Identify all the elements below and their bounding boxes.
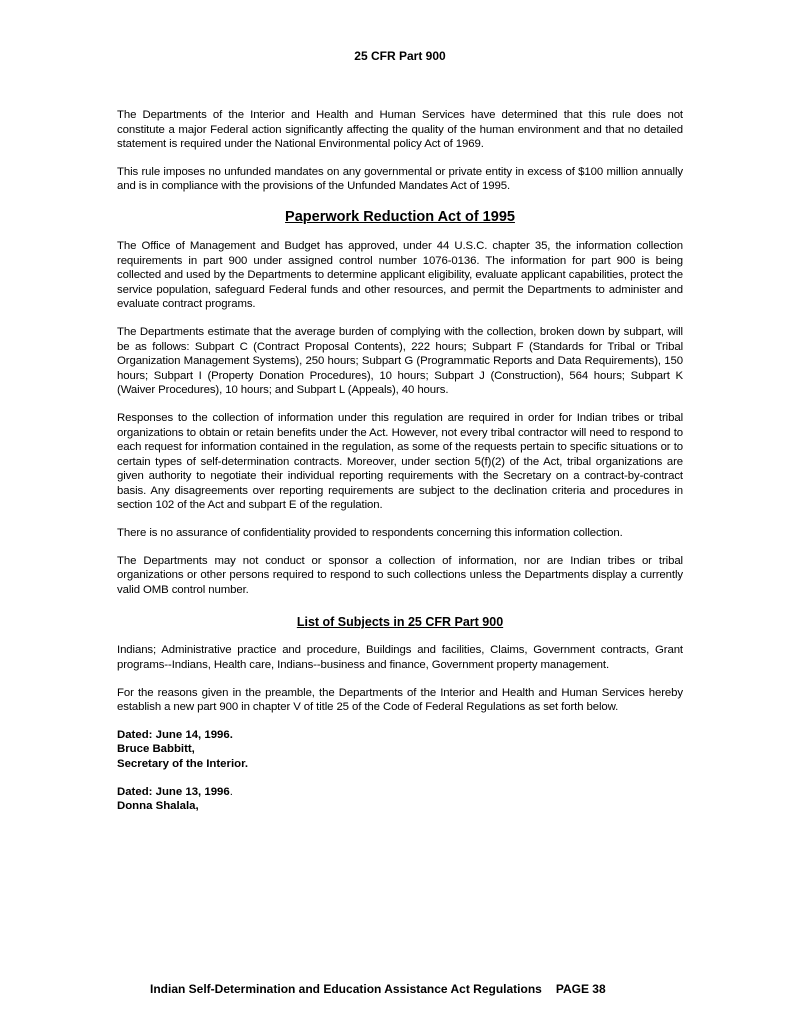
signature-block-interior (117, 728, 683, 772)
paperwork-paragraph-4: There is no assurance of confidentiality provided to respondents concerning this information collection. (117, 527, 623, 540)
page-number: PAGE 38 (555, 982, 606, 996)
paperwork-paragraph-1: The Office of Management and Budget has approved, under 44 U.S.C. chapter 35, the information collection requirements in part 900 under assigned control number 1076-0136. The information for part 900 is being collected and used by the Departments to determine applicant eligibility, evaluate applicant capabilities, protect the service population, safeguard Federal funds and other resources, and permit the Departments to administer and evaluate contract programs. (117, 239, 683, 311)
signature-date: Dated: June 14, 1996. (117, 728, 233, 741)
subjects-paragraph-1: Indians; Administrative practice and procedure, Buildings and facilities, Claims, Government contracts, Grant programs--Indians, Health care, Indians--business and finance, Government property management. (117, 644, 683, 672)
intro-paragraph-1: The Departments of the Interior and Health and Human Services have determined that this rule does not constitute a major Federal action significantly affecting the quality of the human environment and that no detailed statement is required under the National Environmental policy Act of 1969. (117, 109, 683, 151)
signature-title: Secretary of the Interior. (117, 758, 249, 770)
document-body (117, 108, 683, 827)
signature-name: Donna Shalala, (117, 800, 199, 813)
footer-title: Indian Self-Determination and Education Assistance Act Regulations (150, 982, 542, 996)
subjects-paragraph-2: For the reasons given in the preamble, the Departments of the Interior and Health and Human Services hereby establish a new part 900 in chapter V of title 25 of the Code of Federal Regulations as set forth below. (117, 686, 683, 714)
paperwork-paragraph-3: Responses to the collection of information under this regulation are required in order for Indian tribes or tribal organizations to obtain or retain benefits under the Act. However, not every tribal contractor will need to respond to each request for information contained in the regulation, as some of the requests pertain to specific situations or to certain types of self-determination contracts. Moreover, under section 5(f)(2) of the Act, tribal organizations are given authority to negotiate their individual reporting requirements with the Secretary on a contract-by-contract basis. Any disagreements over reporting requirements are subject to the declination criteria and procedures in section 102 of the Act and subpart E of the regulation. (117, 411, 683, 512)
signature-date-line (117, 785, 683, 800)
signature-date: Dated: June 13, 1996 (117, 785, 230, 798)
intro-paragraph-2: This rule imposes no unfunded mandates on any governmental or private entity in excess of $100 million annually and is in compliance with the provisions of the Unfunded Mandates Act of 1995. (117, 165, 683, 193)
page-footer (150, 982, 650, 996)
signature-date-suffix: . (229, 785, 233, 798)
paperwork-paragraph-2: The Departments estimate that the average burden of complying with the collection, broken down by subpart, will be as follows: Subpart C (Contract Proposal Contents), 222 hours; Subpart F (Standards for Tribal or Tribal Organization Management Systems), 250 hours; Subpart G (Programmatic Reports and Data Requirements), 150 hours; Subpart I (Property Donation Procedures), 10 hours; Subpart J (Construction), 564 hours; Subpart K (Waiver Procedures), 10 hours; and Subpart L (Appeals), 40 hours. (117, 325, 683, 397)
signature-name: Bruce Babbitt, (117, 743, 195, 756)
paperwork-heading: Paperwork Reduction Act of 1995 (285, 208, 515, 225)
page-header: 25 CFR Part 900 (354, 49, 446, 63)
paperwork-paragraph-5: The Departments may not conduct or sponsor a collection of information, nor are Indian tribes or tribal organizations or other persons required to respond to such collections unless the Departments display a currently valid OMB control number. (117, 554, 683, 596)
signature-block-hhs (117, 785, 683, 814)
subjects-heading: List of Subjects in 25 CFR Part 900 (296, 615, 504, 630)
